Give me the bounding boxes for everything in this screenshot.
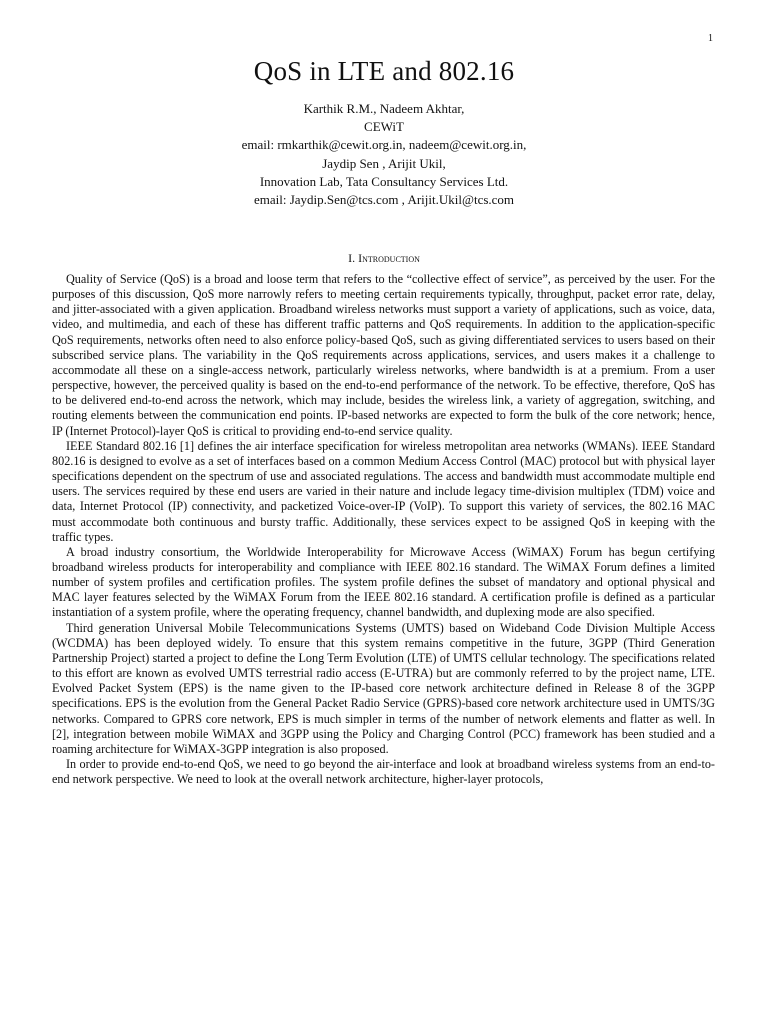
author-line: Innovation Lab, Tata Consultancy Services Ltd.: [259, 173, 509, 189]
page-number: 1: [708, 33, 713, 44]
author-line: Jaydip Sen , Arijit Ukil,: [322, 155, 446, 171]
section-heading: [0, 251, 768, 266]
author-line: Karthik R.M., Nadeem Akhtar,: [303, 101, 465, 116]
paragraph: Third generation Universal Mobile Telecommunications Systems (UMTS) based on Wideband Code Division Multiple Access (WCDMA) has been deployed widely. To ensure that this system remains competitive in the future, 3GPP (Third Generation Partnership Project) started a project to define the Long Term Evolution (LTE) of UMTS cellular technology. The specifications related to this effort are known as evolved UMTS terrestrial radio access (E-UTRA) but are commonly referred to by the project name, LTE. Evolved Packet System (EPS) is the name given to the IP-based core network architecture defined in Release 8 of the 3GPP specifications. EPS is the evolution from the General Packet Radio Service (GPRS)-based core network architecture used in UMTS/3G networks. Compared to GPRS core network, EPS is much simpler in terms of the number of network elements and flatter as well. In [2], integration between mobile WiMAX and 3GPP using the Policy and Charging Control (PCC) framework has been studied and a roaming architecture for WiMAX-3GPP integration is also proposed.: [52, 620, 715, 756]
section-number: I.: [348, 251, 356, 265]
paragraph: Quality of Service (QoS) is a broad and loose term that refers to the “collective effect of service”, as perceived by the user. For the purposes of this discussion, QoS more narrowly refers to meeting certain requirements typically, throughput, packet error rate, delay, and jitter-associated with a given application. Broadband wireless networks must support a variety of applications, such as voice, data, video, and multimedia, and each of these has different traffic patterns and QoS requirements. In addition to the application-specific QoS requirements, networks often need to also enforce policy-based QoS, such as giving differentiated services to users based on their subscribed service plans. The variability in the QoS requirements across applications, services, and users makes it a challenge to accommodate all these on a single-access network, particularly wireless networks, where bandwidth is at a premium. From a user perspective, however, the perceived quality is based on the end-to-end performance of the network. To be effective, therefore, QoS has to be delivered end-to-end across the network, which may include, besides the wireless link, a variety of aggregation, switching, and routing elements between the communication end points. IP-based networks are expected to form the bulk of the core network; hence, IP (Internet Protocol)-layer QoS is critical to providing end-to-end service quality.: [52, 272, 715, 438]
author-line: email: rmkarthik@cewit.org.in, nadeem@cewit.org.in,: [241, 137, 527, 153]
body-text: [52, 272, 715, 787]
paragraph: IEEE Standard 802.16 [1] defines the air interface specification for wireless metropolitan area networks (WMANs). IEEE Standard 802.16 is designed to evolve as a set of interfaces based on a common Medium Access Control (MAC) protocol but with physical layer specifications dependent on the spectrum of use and associated regulations. The access and bandwidth must accommodate multiple end users. The services required by these end users are varied in their nature and include legacy time-division multiplex (TDM) voice and data, Internet Protocol (IP) connectivity, and packetized Voice-over-IP (VoIP). To support this variety of services, the 802.16 MAC must accommodate both continuous and bursty traffic. Additionally, these services expect to be assigned QoS in keeping with the traffic types.: [52, 438, 715, 544]
section-title: Introduction: [358, 251, 420, 265]
paragraph: In order to provide end-to-end QoS, we need to go beyond the air-interface and look at broadband wireless systems from an end-to-end network perspective. We need to look at the overall network architecture, higher-layer protocols,: [52, 757, 715, 787]
paragraph: A broad industry consortium, the Worldwide Interoperability for Microwave Access (WiMAX) Forum has begun certifying broadband wireless products for interoperability and compliance with IEEE 802.16 standard. The WiMAX Forum defines a limited number of system profiles and certification profiles. The system profile defines the subset of mandatory and optional physical and MAC layer features selected by the WiMAX Forum from the IEEE 802.16 standard. A certification profile is defined as a particular instantiation of a system profile, where the operating frequency, channel bandwidth, and duplexing mode are also specified.: [52, 544, 715, 620]
author-line: CEWiT: [364, 119, 404, 135]
paper-title: QoS in LTE and 802.16: [253, 56, 515, 86]
author-block: [0, 100, 768, 209]
author-line: email: Jaydip.Sen@tcs.com , Arijit.Ukil@tcs.com: [253, 192, 515, 208]
